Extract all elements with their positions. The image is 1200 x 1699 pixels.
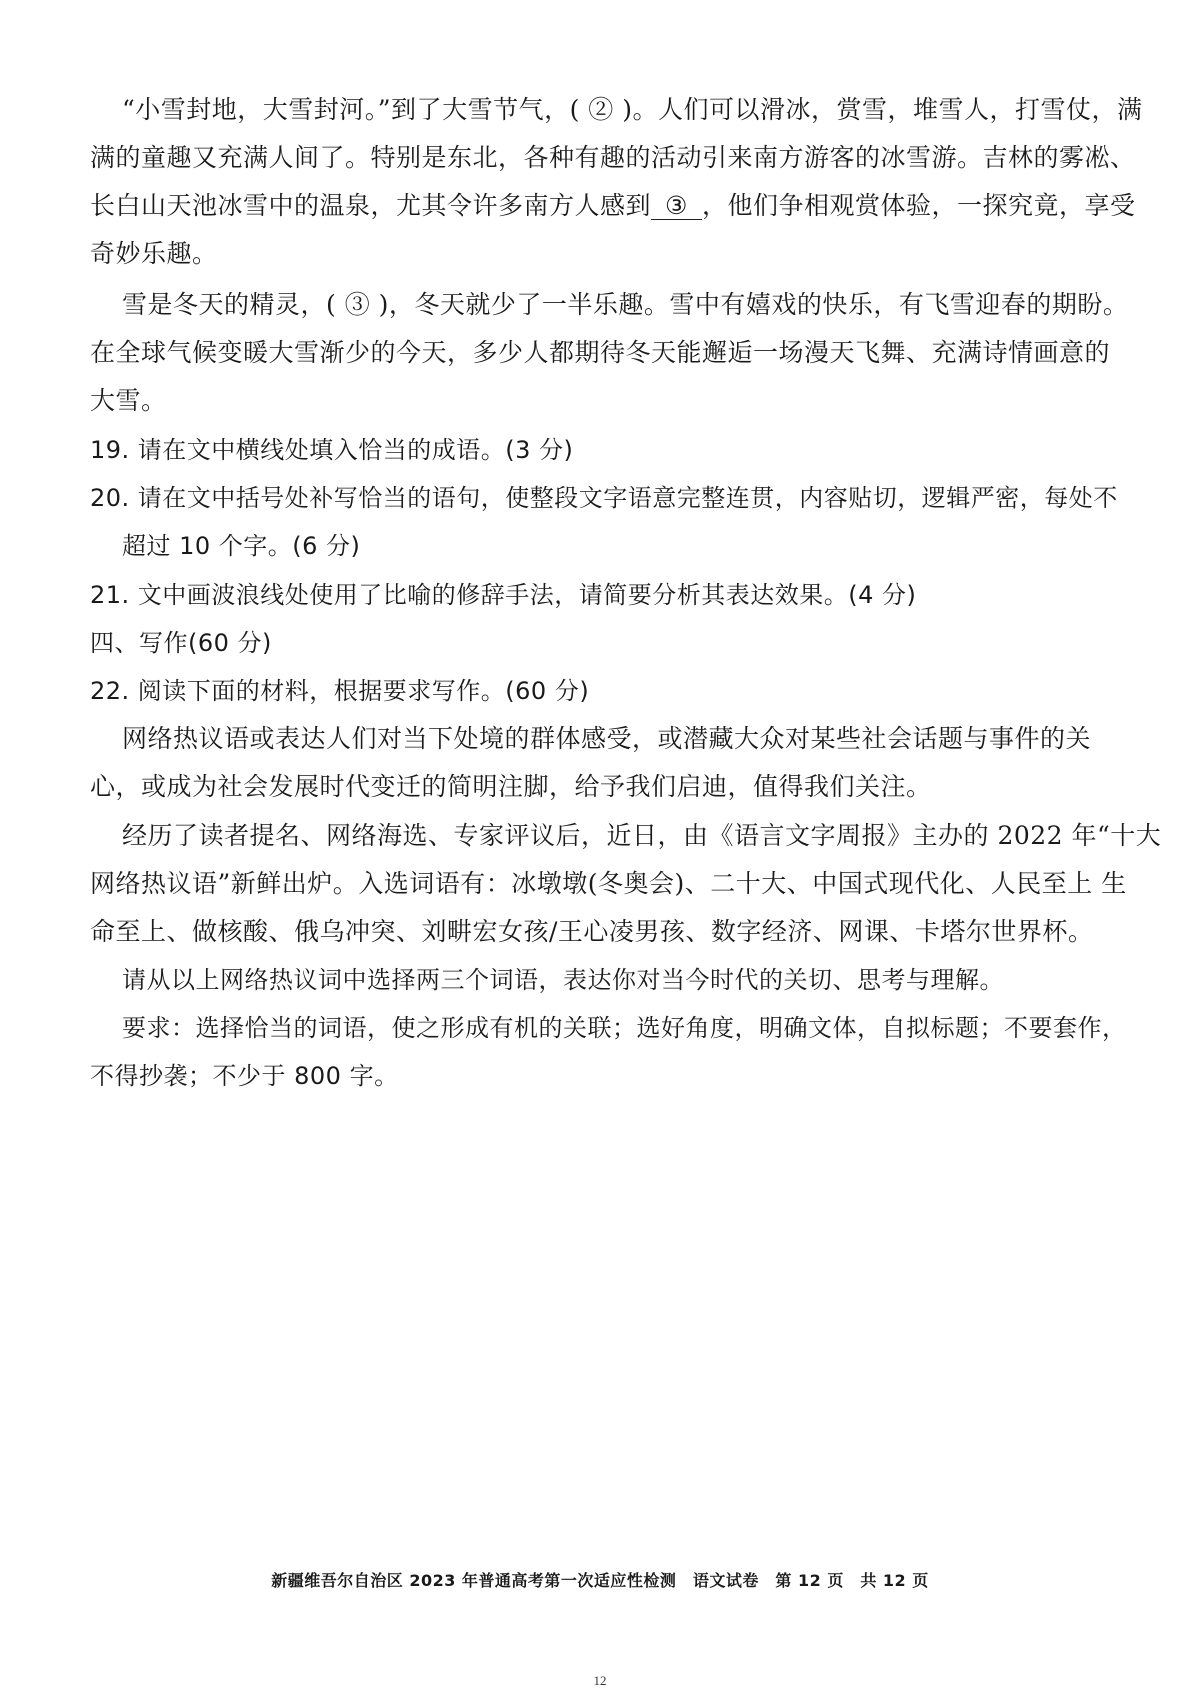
passage-p2-line2: 在全球气候变暖大雪渐少的今天，多少人都期待冬天能邂逅一场漫天飞舞、充满诗情画意的 (90, 338, 1111, 367)
section-writing-heading: 四、写作(60 分) (90, 629, 272, 657)
passage-p1-line1: “小雪封地，大雪封河。”到了大雪节气，( ② )。人们可以滑冰，赏雪，堆雪人，打雪仗，满 (122, 95, 1143, 124)
page-footer: 新疆维吾尔自治区 2023 年普通高考第一次适应性检测 语文试卷 第 12 页 共 12 页 (271, 1571, 929, 1590)
material-requirements-line1: 要求：选择恰当的词语，使之形成有机的关联；选好角度，明确文体，自拟标题；不要套作， (122, 1014, 1127, 1042)
material-p2-line3: 命至上、做核酸、俄乌冲突、刘畊宏女孩/王心凌男孩、数字经济、网课、卡塔尔世界杯。 (90, 917, 1094, 946)
question-21: 21. 文中画波浪线处使用了比喻的修辞手法，请简要分析其表达效果。(4 分) (90, 581, 917, 609)
material-p3: 请从以上网络热议词中选择两三个词语，表达你对当今时代的关切、思考与理解。 (122, 966, 1004, 994)
question-19: 19. 请在文中横线处填入恰当的成语。(3 分) (90, 436, 574, 464)
passage-p2-line1: 雪是冬天的精灵，( ③ )，冬天就少了一半乐趣。雪中有嬉戏的快乐，有飞雪迎春的期盼。 (122, 290, 1129, 319)
passage-p1-line2: 满的童趣又充满人间了。特别是东北，各种有趣的活动引来南方游客的冰雪游。吉林的雾凇、 (90, 143, 1136, 172)
page-number: 12 (593, 1673, 607, 1688)
fill-in-blank-3: ③ (651, 193, 702, 220)
material-p1-line2: 心，或成为社会发展时代变迁的简明注脚，给予我们启迪，值得我们关注。 (90, 772, 932, 801)
passage-p1-line3-pre: 长白山天池冰雪中的温泉，尤其令许多南方人感到 (90, 191, 652, 220)
passage-p2-line3: 大雪。 (90, 386, 167, 415)
material-p1-line1: 网络热议语或表达人们对当下处境的群体感受，或潜藏大众对某些社会话题与事件的关 (122, 724, 1092, 753)
question-22: 22. 阅读下面的材料，根据要求写作。(60 分) (90, 677, 590, 705)
passage-p1-line3-post: ，他们争相观赏体验，一探究竟，享受 (701, 191, 1136, 220)
question-20-line2: 超过 10 个字。(6 分) (122, 532, 361, 560)
question-20-line1: 20. 请在文中括号处补写恰当的语句，使整段文字语意完整连贯，内容贴切，逻辑严密，每处不 (90, 484, 1118, 512)
passage-p1-line4: 奇妙乐趣。 (90, 239, 218, 268)
material-p2-line2: 网络热议语”新鲜出炉。入选词语有：冰墩墩(冬奥会)、二十大、中国式现代化、人民至上 生 (90, 869, 1127, 898)
material-requirements-line2: 不得抄袭；不少于 800 字。 (90, 1062, 399, 1090)
passage-p1-line3 (90, 191, 1136, 221)
material-p2-line1: 经历了读者提名、网络海选、专家评议后，近日，由《语言文字周报》主办的 2022 年“十大 (122, 821, 1162, 850)
